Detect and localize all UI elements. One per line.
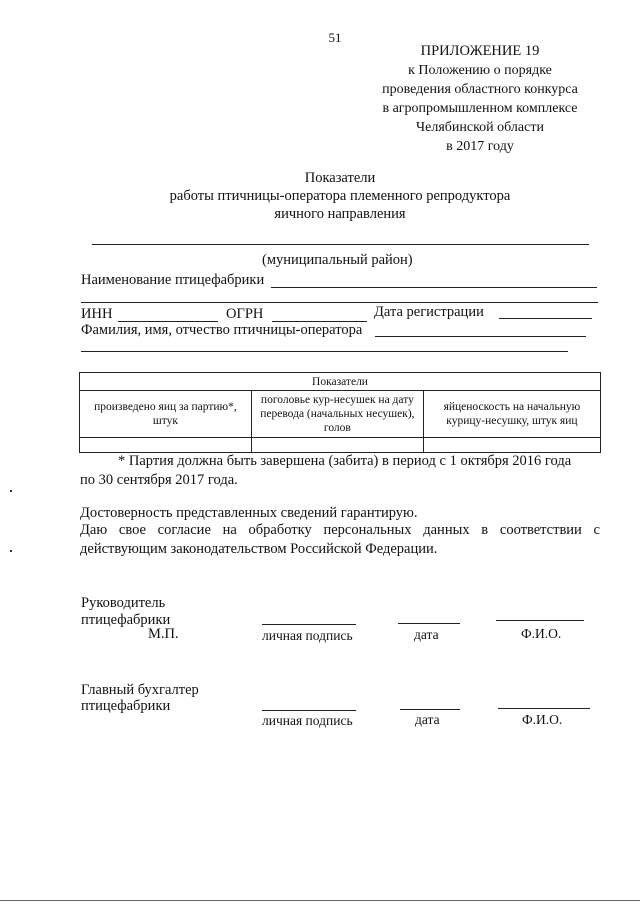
appendix-line: проведения областного конкурса: [382, 82, 578, 97]
head-title: Руководитель: [81, 595, 166, 611]
scan-speck: [10, 490, 12, 492]
appendix-title: ПРИЛОЖЕНИЕ 19: [420, 43, 540, 59]
factory-name-label: Наименование птицефабрики: [81, 272, 265, 288]
appendix-line: в агропромышленном комплексе: [382, 101, 578, 116]
operator-name-field[interactable]: [375, 336, 586, 337]
appendix-line: Челябинской области: [416, 120, 544, 135]
head-signature-line[interactable]: [262, 624, 356, 625]
operator-name-field-line2[interactable]: [81, 351, 568, 352]
footnote-continuation: по 30 сентября 2017 года.: [80, 472, 238, 488]
factory-name-field-line2[interactable]: [81, 302, 598, 303]
district-caption: (муниципальный район): [262, 252, 413, 268]
document-heading: Показатели: [304, 170, 376, 186]
column-header-productivity: яйценоскость на начальную курицу-несушку, штук яиц: [423, 391, 600, 438]
inn-label: ИНН: [81, 306, 113, 322]
table-cell[interactable]: [423, 438, 600, 453]
accountant-title-line2: птицефабрики: [81, 698, 171, 714]
stamp-label: М.П.: [148, 626, 179, 642]
fio-caption: Ф.И.О.: [522, 712, 563, 727]
district-field-line[interactable]: [92, 244, 589, 245]
consent-statement: Даю свое согласие на обработку персональных данных в соответствии с действующим законодательством Российской Федерации.: [80, 522, 600, 557]
accountant-fio-line[interactable]: [498, 708, 590, 709]
indicators-table: [79, 372, 601, 453]
scan-edge-line: [0, 900, 640, 901]
factory-name-field[interactable]: [271, 287, 597, 288]
head-title-line2: птицефабрики: [81, 612, 171, 628]
column-header-eggs: произведено яиц за партию*, штук: [80, 391, 252, 438]
table-cell[interactable]: [251, 438, 423, 453]
signature-caption: личная подпись: [262, 713, 353, 728]
table-header: Показатели: [80, 373, 601, 391]
table-cell[interactable]: [80, 438, 252, 453]
date-caption: дата: [414, 627, 439, 642]
appendix-line: к Положению о порядке: [408, 63, 552, 78]
accountant-title: Главный бухгалтер: [81, 682, 199, 698]
guarantee-statement: Достоверность представленных сведений гарантирую.: [80, 505, 418, 521]
accountant-date-line[interactable]: [400, 709, 460, 710]
operator-name-label: Фамилия, имя, отчество птичницы-оператора: [81, 322, 363, 338]
fio-caption: Ф.И.О.: [521, 626, 562, 641]
ogrn-label: ОГРН: [226, 306, 264, 322]
document-heading: яичного направления: [274, 206, 406, 222]
head-date-line[interactable]: [398, 623, 460, 624]
head-fio-line[interactable]: [496, 620, 584, 621]
accountant-signature-line[interactable]: [262, 710, 356, 711]
scan-speck: [10, 550, 12, 552]
date-caption: дата: [415, 712, 440, 727]
footnote: * Партия должна быть завершена (забита) в период с 1 октября 2016 года: [118, 453, 572, 469]
document-heading: работы птичницы-оператора племенного репродуктора: [169, 188, 511, 204]
appendix-line: в 2017 году: [446, 139, 514, 154]
column-header-hens: поголовье кур-несушек на дату перевода (начальных несушек), голов: [251, 391, 423, 438]
page-number: 51: [328, 30, 342, 45]
reg-date-label: Дата регистрации: [374, 304, 484, 320]
signature-caption: личная подпись: [262, 628, 353, 643]
reg-date-field[interactable]: [499, 318, 592, 319]
